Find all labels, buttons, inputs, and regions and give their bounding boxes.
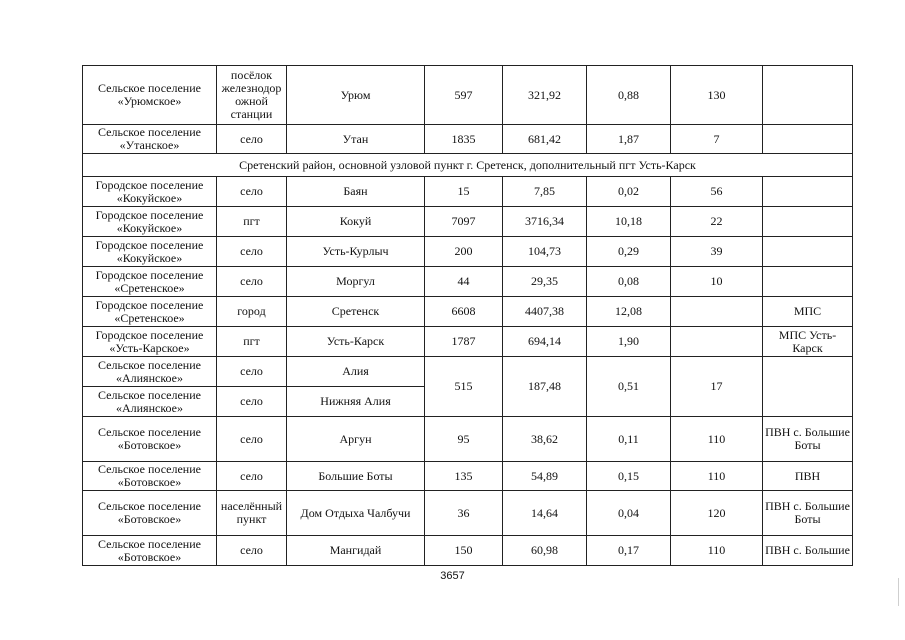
cell-note: ПВН <box>763 462 853 491</box>
cell-distance: 22 <box>671 207 763 237</box>
cell-population: 200 <box>425 237 503 267</box>
cell-distance: 56 <box>671 177 763 207</box>
cell-population: 95 <box>425 417 503 462</box>
cell-municipality: Сельское поселение «Алиянское» <box>83 387 217 417</box>
cell-value-b: 10,18 <box>587 207 671 237</box>
table-row <box>83 66 853 125</box>
cell-note <box>763 267 853 297</box>
cell-distance: 120 <box>671 491 763 536</box>
cell-value-b: 0,29 <box>587 237 671 267</box>
cell-note: ПВН с. Большие Боты <box>763 491 853 536</box>
cell-distance <box>671 297 763 327</box>
cell-municipality: Городское поселение «Усть-Карское» <box>83 327 217 357</box>
cell-value-a: 7,85 <box>503 177 587 207</box>
cell-settlement-type: село <box>217 237 287 267</box>
cell-population: 15 <box>425 177 503 207</box>
cell-distance: 39 <box>671 237 763 267</box>
cell-settlement-type: село <box>217 267 287 297</box>
cell-distance: 110 <box>671 417 763 462</box>
cell-value-a: 321,92 <box>503 66 587 125</box>
cell-value-a: 60,98 <box>503 536 587 566</box>
table-row <box>83 417 853 462</box>
cell-municipality: Городское поселение «Сретенское» <box>83 267 217 297</box>
cell-population: 7097 <box>425 207 503 237</box>
cell-value-a: 4407,38 <box>503 297 587 327</box>
cell-value-b: 0,02 <box>587 177 671 207</box>
scan-edge-mark <box>898 578 899 606</box>
cell-population: 597 <box>425 66 503 125</box>
cell-value-a: 104,73 <box>503 237 587 267</box>
cell-settlement-type: населённый пункт <box>217 491 287 536</box>
cell-settlement-name: Моргул <box>287 267 425 297</box>
cell-value-b: 12,08 <box>587 297 671 327</box>
cell-municipality: Сельское поселение «Ботовское» <box>83 417 217 462</box>
cell-settlement-name: Баян <box>287 177 425 207</box>
cell-settlement-name: Урюм <box>287 66 425 125</box>
cell-population: 515 <box>425 357 503 417</box>
table-row <box>83 297 853 327</box>
cell-municipality: Сельское поселение «Ботовское» <box>83 536 217 566</box>
cell-settlement-type: село <box>217 357 287 387</box>
cell-value-b: 0,88 <box>587 66 671 125</box>
cell-value-b: 0,51 <box>587 357 671 417</box>
cell-settlement-name: Мангидай <box>287 536 425 566</box>
table-row <box>83 237 853 267</box>
cell-population: 36 <box>425 491 503 536</box>
cell-population: 1835 <box>425 125 503 154</box>
cell-note: МПС <box>763 297 853 327</box>
cell-municipality: Сельское поселение «Ботовское» <box>83 491 217 536</box>
section-heading: Сретенский район, основной узловой пункт г. Сретенск, дополнительный пгт Усть-Карск <box>83 154 853 177</box>
cell-distance: 130 <box>671 66 763 125</box>
cell-value-a: 187,48 <box>503 357 587 417</box>
cell-settlement-name: Утан <box>287 125 425 154</box>
table-row <box>83 125 853 154</box>
cell-municipality: Городское поселение «Кокуйское» <box>83 177 217 207</box>
cell-municipality: Городское поселение «Кокуйское» <box>83 207 217 237</box>
cell-municipality: Сельское поселение «Урюмское» <box>83 66 217 125</box>
cell-value-a: 681,42 <box>503 125 587 154</box>
cell-population: 44 <box>425 267 503 297</box>
cell-municipality: Сельское поселение «Алиянское» <box>83 357 217 387</box>
cell-distance: 17 <box>671 357 763 417</box>
cell-note <box>763 66 853 125</box>
cell-note: ПВН с. Большие <box>763 536 853 566</box>
table-row <box>83 327 853 357</box>
cell-note: МПС Усть-Карск <box>763 327 853 357</box>
table-row <box>83 357 853 387</box>
table-row <box>83 491 853 536</box>
table-row <box>83 462 853 491</box>
cell-note <box>763 177 853 207</box>
cell-value-a: 694,14 <box>503 327 587 357</box>
table-row <box>83 177 853 207</box>
cell-settlement-type: город <box>217 297 287 327</box>
cell-municipality: Городское поселение «Кокуйское» <box>83 237 217 267</box>
cell-settlement-name: Дом Отдыха Чалбучи <box>287 491 425 536</box>
cell-value-b: 0,15 <box>587 462 671 491</box>
cell-value-a: 14,64 <box>503 491 587 536</box>
cell-value-b: 0,08 <box>587 267 671 297</box>
page-number: 3657 <box>440 570 465 582</box>
cell-settlement-type: посёлок железнодорожной станции <box>217 66 287 125</box>
cell-settlement-name: Аргун <box>287 417 425 462</box>
cell-settlement-type: село <box>217 417 287 462</box>
cell-value-a: 38,62 <box>503 417 587 462</box>
cell-distance <box>671 327 763 357</box>
cell-note: ПВН с. Большие Боты <box>763 417 853 462</box>
table-row <box>83 207 853 237</box>
table-row <box>83 267 853 297</box>
cell-value-b: 1,90 <box>587 327 671 357</box>
cell-value-b: 1,87 <box>587 125 671 154</box>
cell-settlement-name: Алия <box>287 357 425 387</box>
cell-municipality: Городское поселение «Сретенское» <box>83 297 217 327</box>
cell-settlement-name: Усть-Карск <box>287 327 425 357</box>
cell-distance: 10 <box>671 267 763 297</box>
cell-population: 150 <box>425 536 503 566</box>
cell-value-a: 54,89 <box>503 462 587 491</box>
cell-distance: 110 <box>671 462 763 491</box>
cell-settlement-type: пгт <box>217 207 287 237</box>
cell-municipality: Сельское поселение «Ботовское» <box>83 462 217 491</box>
cell-note <box>763 237 853 267</box>
cell-population: 1787 <box>425 327 503 357</box>
cell-value-a: 3716,34 <box>503 207 587 237</box>
section-row <box>83 154 853 177</box>
cell-settlement-name: Нижняя Алия <box>287 387 425 417</box>
settlements-table <box>82 65 853 566</box>
cell-value-b: 0,17 <box>587 536 671 566</box>
cell-distance: 7 <box>671 125 763 154</box>
cell-population: 6608 <box>425 297 503 327</box>
cell-settlement-name: Кокуй <box>287 207 425 237</box>
cell-note <box>763 125 853 154</box>
cell-settlement-type: пгт <box>217 327 287 357</box>
cell-settlement-name: Сретенск <box>287 297 425 327</box>
cell-settlement-type: село <box>217 462 287 491</box>
cell-municipality: Сельское поселение «Утанское» <box>83 125 217 154</box>
cell-settlement-type: село <box>217 536 287 566</box>
table-row <box>83 536 853 566</box>
cell-settlement-type: село <box>217 387 287 417</box>
cell-settlement-name: Усть-Курлыч <box>287 237 425 267</box>
cell-settlement-name: Большие Боты <box>287 462 425 491</box>
cell-value-a: 29,35 <box>503 267 587 297</box>
cell-settlement-type: село <box>217 177 287 207</box>
cell-value-b: 0,11 <box>587 417 671 462</box>
cell-note <box>763 207 853 237</box>
cell-settlement-type: село <box>217 125 287 154</box>
cell-distance: 110 <box>671 536 763 566</box>
cell-population: 135 <box>425 462 503 491</box>
cell-value-b: 0,04 <box>587 491 671 536</box>
cell-note <box>763 357 853 417</box>
